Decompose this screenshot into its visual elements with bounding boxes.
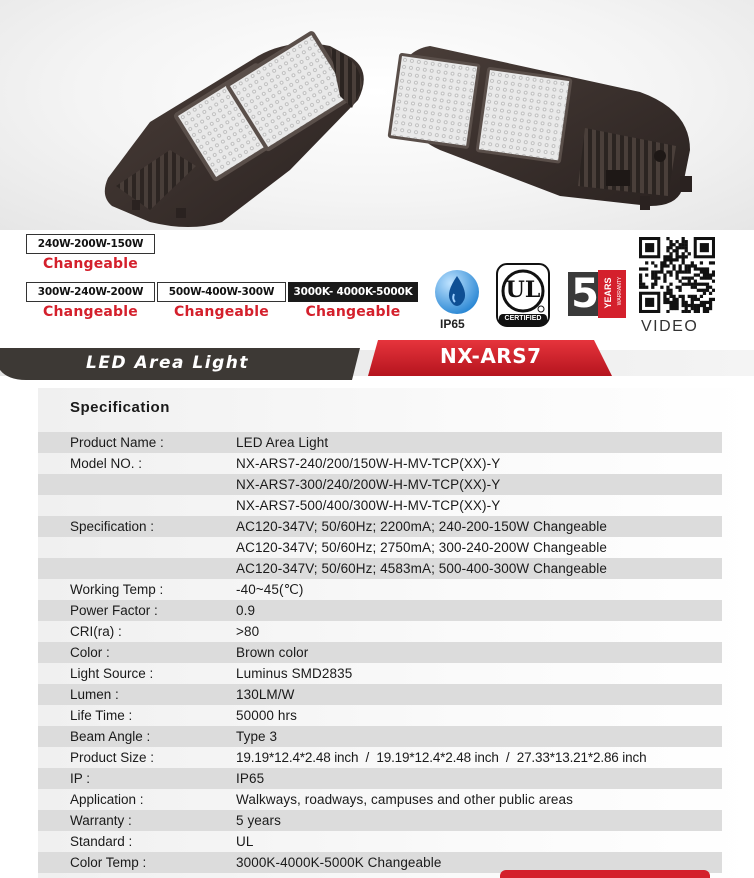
spec-label: Model NO. : — [70, 456, 143, 471]
spec-label: Specification : — [70, 519, 155, 534]
spec-row — [38, 600, 722, 621]
spec-label: Product Name : — [70, 435, 164, 450]
qr-code-icon[interactable] — [639, 237, 715, 313]
spec-value: AC120-347V; 50/60Hz; 2200mA; 240-200-150W Changeable — [236, 519, 607, 534]
product-hero — [0, 0, 754, 230]
spec-row — [38, 558, 722, 579]
spec-value: 5 years — [236, 813, 281, 828]
spec-label: Light Source : — [70, 666, 154, 681]
left-fixture — [105, 30, 364, 227]
spec-value: Luminus SMD2835 — [236, 666, 353, 681]
spec-row — [38, 474, 722, 495]
wattage-badge-500 — [157, 282, 286, 321]
bottom-red-tab — [500, 870, 710, 878]
wattage-badge-text: 300W-240W-200W — [26, 282, 155, 302]
spec-label: Warranty : — [70, 813, 132, 828]
spec-row — [38, 495, 722, 516]
spec-label: Beam Angle : — [70, 729, 151, 744]
video-label[interactable]: VIDEO — [641, 318, 699, 335]
spec-label: IP : — [70, 771, 91, 786]
spec-row — [38, 453, 722, 474]
ip65-label: IP65 — [440, 317, 465, 331]
spec-row — [38, 642, 722, 663]
spec-label: Color Temp : — [70, 855, 147, 870]
changeable-label: Changeable — [43, 304, 138, 320]
spec-label: Lumen : — [70, 687, 119, 702]
spec-label: CRI(ra) : — [70, 624, 122, 639]
wattage-badge-300 — [26, 282, 155, 321]
spec-value: 50000 hrs — [236, 708, 297, 723]
spec-row — [38, 432, 722, 453]
spec-value: Type 3 — [236, 729, 278, 744]
product-illustration — [0, 0, 754, 230]
spec-value: 3000K-4000K-5000K Changeable — [236, 855, 442, 870]
spec-label: Life Time : — [70, 708, 133, 723]
wattage-badge-240 — [26, 234, 155, 273]
spec-row — [38, 621, 722, 642]
spec-value: Brown color — [236, 645, 309, 660]
spec-value: NX-ARS7-240/200/150W-H-MV-TCP(XX)-Y — [236, 456, 501, 471]
spec-value: AC120-347V; 50/60Hz; 2750mA; 300-240-200W Changeable — [236, 540, 607, 555]
spec-row — [38, 789, 722, 810]
spec-label: Product Size : — [70, 750, 155, 765]
warranty-word: WARRANTY — [617, 276, 623, 306]
spec-heading: Specification — [70, 399, 170, 416]
spec-label: Color : — [70, 645, 110, 660]
ul-certified-icon — [496, 263, 550, 327]
wattage-badge-text: 240W-200W-150W — [26, 234, 155, 254]
spec-row — [38, 831, 722, 852]
warranty-number: 5 — [571, 271, 599, 317]
spec-value: LED Area Light — [236, 435, 329, 450]
spec-value: AC120-347V; 50/60Hz; 4583mA; 500-400-300W Changeable — [236, 561, 607, 576]
spec-value: 130LM/W — [236, 687, 295, 702]
right-fixture — [387, 46, 692, 210]
spec-label: Power Factor : — [70, 603, 158, 618]
spec-row — [38, 537, 722, 558]
ul-certified-text: CERTIFIED — [504, 315, 542, 322]
spec-row — [38, 516, 722, 537]
spec-value: 0.9 — [236, 603, 256, 618]
spec-value: -40~45(℃) — [236, 582, 304, 597]
spec-row — [38, 663, 722, 684]
spec-value: Walkways, roadways, campuses and other public areas — [236, 792, 574, 807]
spec-label: Standard : — [70, 834, 133, 849]
changeable-label: Changeable — [43, 256, 138, 272]
spec-value: NX-ARS7-500/400/300W-H-MV-TCP(XX)-Y — [236, 498, 501, 513]
spec-value: 19.19*12.4*2.48 inch / 19.19*12.4*2.48 inch / 27.33*13.21*2.86 inch — [236, 750, 647, 765]
spec-value: IP65 — [236, 771, 265, 786]
spec-label: Working Temp : — [70, 582, 164, 597]
spec-row — [38, 705, 722, 726]
banner-title: LED Area Light — [86, 353, 249, 373]
warranty-5-years-icon — [568, 270, 628, 318]
spec-row — [38, 726, 722, 747]
spec-table — [38, 432, 722, 873]
ul-text: UL — [505, 277, 541, 303]
cct-badge — [288, 282, 418, 321]
spec-value: NX-ARS7-300/240/200W-H-MV-TCP(XX)-Y — [236, 477, 501, 492]
wattage-badge-text: 500W-400W-300W — [157, 282, 286, 302]
cct-badge-text: 3000K- 4000K-5000K — [288, 282, 418, 302]
spec-row — [38, 684, 722, 705]
spec-row — [38, 747, 722, 768]
changeable-label: Changeable — [174, 304, 269, 320]
warranty-years: YEARS — [603, 277, 613, 309]
spec-value: UL — [236, 834, 254, 849]
spec-row — [38, 579, 722, 600]
spec-value: >80 — [236, 624, 260, 639]
spec-row — [38, 810, 722, 831]
changeable-label: Changeable — [305, 304, 401, 320]
banner-model: NX-ARS7 — [440, 344, 542, 368]
ip65-icon — [434, 268, 480, 316]
spec-row — [38, 768, 722, 789]
spec-label: Application : — [70, 792, 144, 807]
